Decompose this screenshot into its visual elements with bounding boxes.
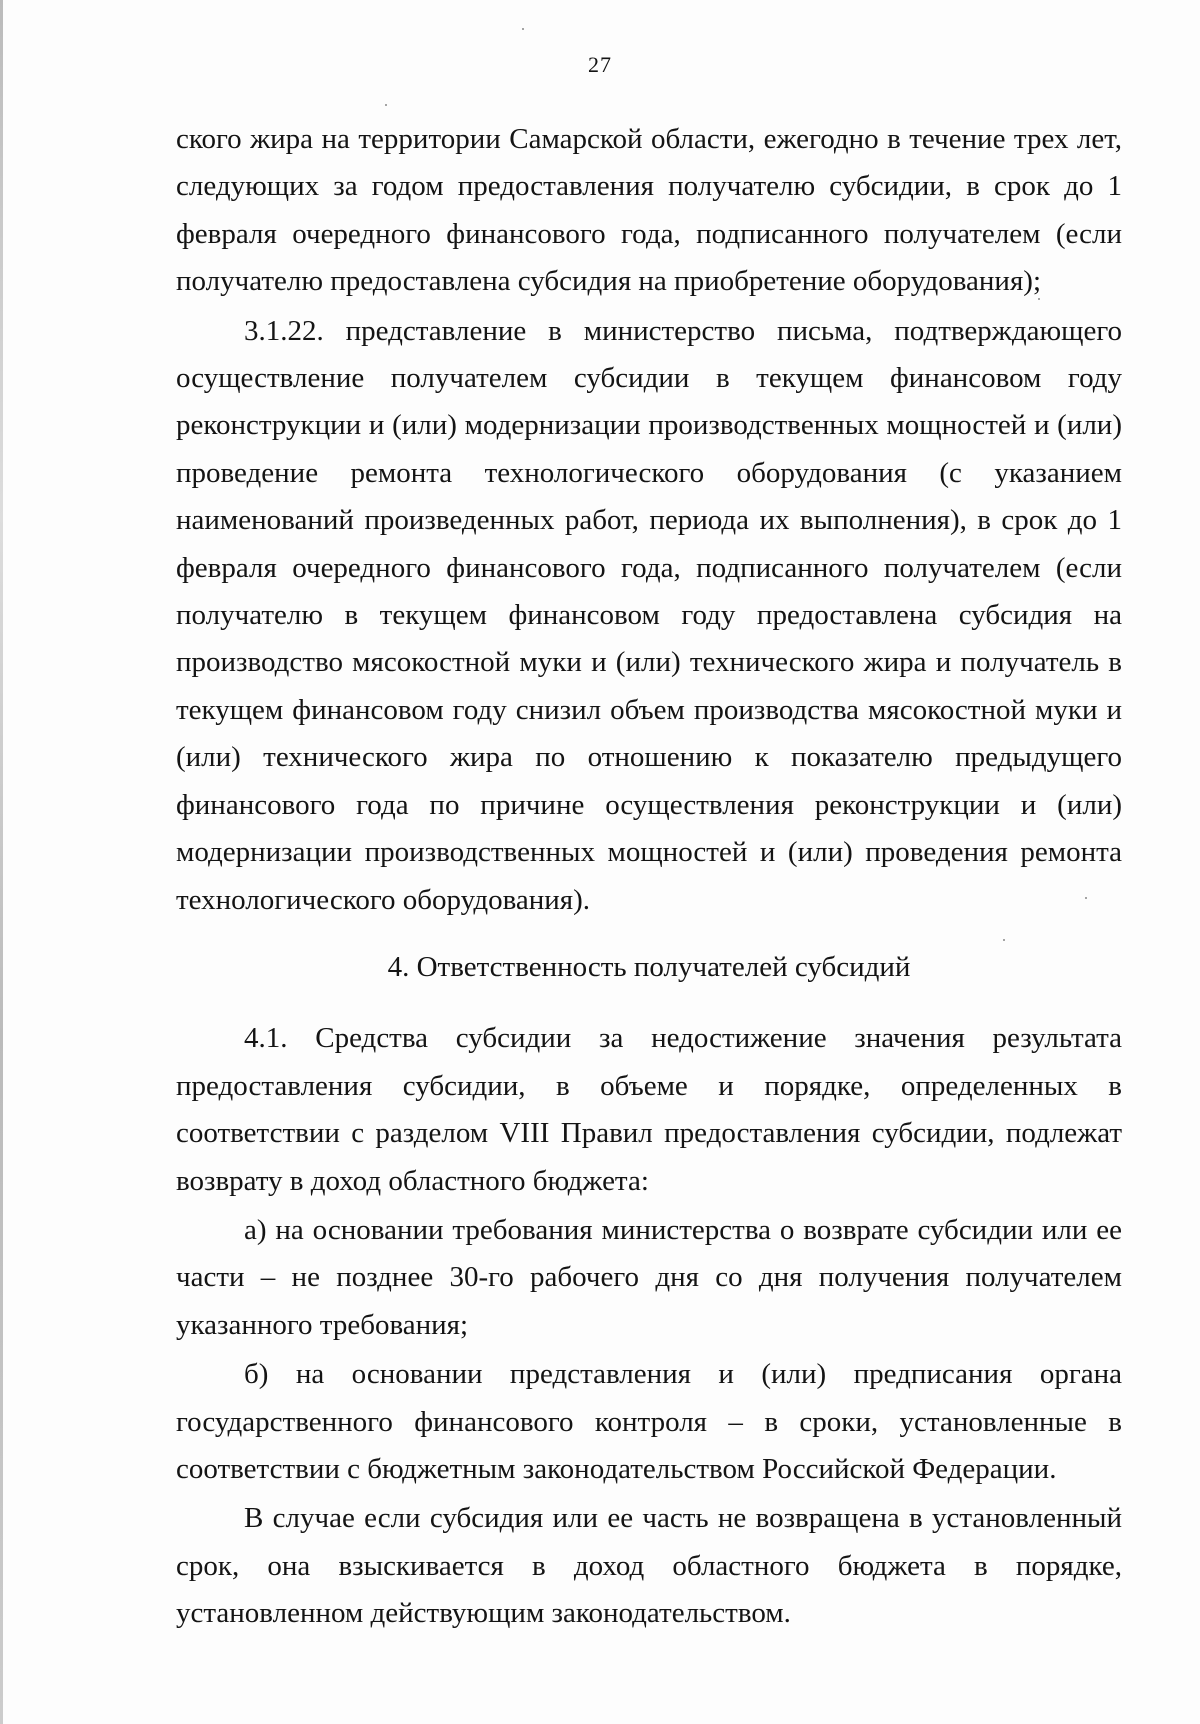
scan-dust (1085, 897, 1087, 899)
paragraph-item-a: а) на основании требования министерства о возврате субсидии или ее части – не позднее 30-го рабочего дня со дня получения получателем указанного требования; (176, 1213, 1122, 1341)
paragraph-continuation: ского жира на территории Самарской области, ежегодно в течение трех лет, следующих за годом предоставления получателю субсидии, в срок до 1 февраля очередного финансового года, подписанного получателем (если получателю предоставлена субсидия на приобретение оборудования); (176, 123, 1122, 298)
page-number: 27 (588, 52, 612, 77)
paragraph-item-b: б) на основании представления и (или) предписания органа государственного финансового контроля – в сроки, установленные в соответствии с бюджетным законодательством Российской Федерации. (176, 1358, 1122, 1485)
scan-dust (1003, 939, 1005, 941)
paragraph-4-1: 4.1. Средства субсидии за недостижение значения результата предоставления субсидии, в объеме и порядке, определенных в соответствии с разделом VIII Правил предоставления субсидии, подлежат возврату в доход областного бюджета: (176, 1022, 1122, 1197)
paragraph-refund-enforcement: В случае если субсидия или ее часть не возвращена в установленный срок, она взыскивается в доход областного бюджета в порядке, установленном действующим законодательством. (176, 1502, 1122, 1630)
scan-dust (1038, 298, 1040, 300)
scan-dust (522, 28, 524, 30)
section-title: 4. Ответственность получателей субсидий (387, 950, 911, 983)
scan-dust (385, 104, 387, 106)
scan-edge (0, 0, 3, 1724)
paragraph-3-1-22: 3.1.22. представление в министерство письма, подтверждающего осуществление получателем субсидии в текущем финансовом году реконструкции и (или) модернизации производственных мощностей и (или) проведение ремонта технологического оборудования (с указанием наименований произведенных работ, периода их выполнения), в срок до 1 февраля очередного финансового года, подписанного получателем (если получателю в текущем финансовом году предоставлена субсидия на производство мясокостной муки и (или) технического жира и получатель в текущем финансовом году снизил объем производства мясокостной муки и (или) технического жира по отношению к показателю предыдущего финансового года по причине осуществления реконструкции и (или) модернизации производственных мощностей и (или) проведения ремонта технологического оборудования). (176, 314, 1122, 916)
document-body (176, 116, 1122, 1638)
